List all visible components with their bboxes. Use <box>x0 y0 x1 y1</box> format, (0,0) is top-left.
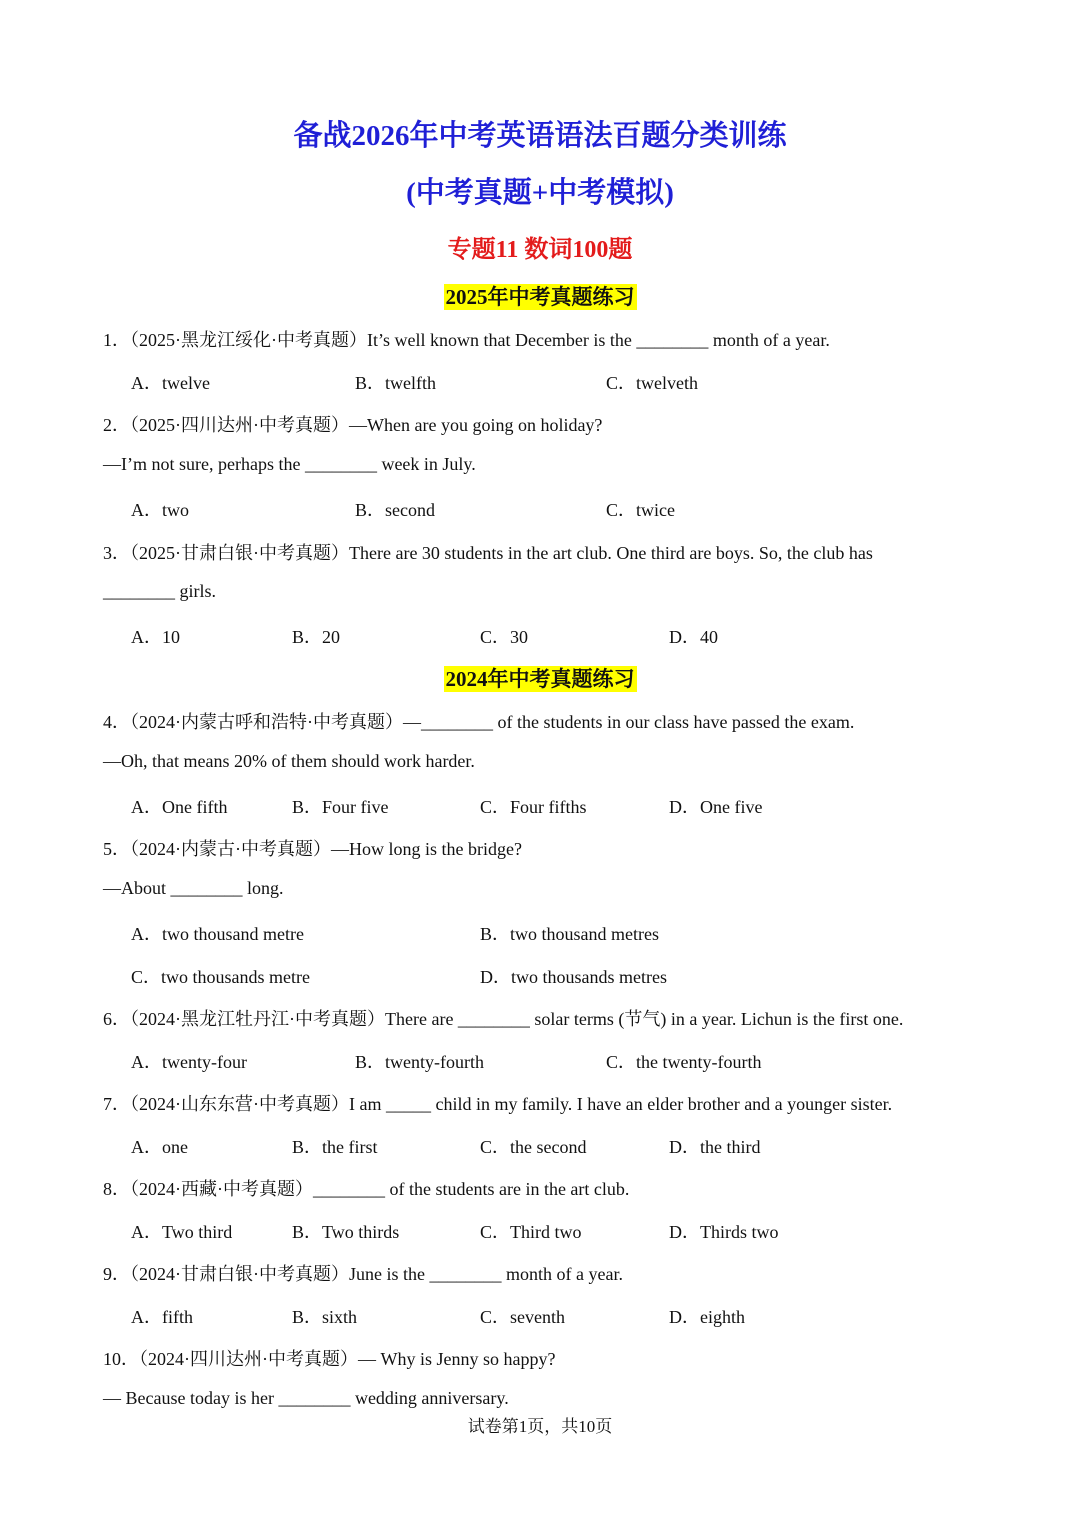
question-10-stem-line2: — Because today is her ________ wedding anniversary. <box>103 1388 509 1408</box>
page-title: 备战2026年中考英语语法百题分类训练 <box>293 120 787 152</box>
question-9-stem: 9．（2024·甘肃白银·中考真题）June is the ________ month of a year. <box>103 1264 623 1284</box>
q4-option-d: D．One five <box>669 797 763 817</box>
q2-option-a: A．two <box>131 500 189 520</box>
q6-option-c: C．the twenty-fourth <box>606 1052 762 1072</box>
question-1-stem: 1．（2025·黑龙江绥化·中考真题）It’s well known that December is the ________ month of a year. <box>103 330 830 350</box>
q1-option-a: A．twelve <box>131 373 210 393</box>
q5-option-c: C．two thousands metre <box>131 967 310 987</box>
q8-option-a: A．Two third <box>131 1222 233 1242</box>
section-label: 2024年中考真题练习 <box>445 667 635 691</box>
q5-option-b: B．two thousand metres <box>480 924 659 944</box>
question-5-stem: 5．（2024·内蒙古·中考真题）—How long is the bridge? <box>103 839 522 859</box>
section-heading-2025 <box>0 281 1080 311</box>
q3-option-b: B．20 <box>292 627 341 647</box>
q3-option-c: C．30 <box>480 627 529 647</box>
question-3-stem-line2: ________ girls. <box>103 581 217 601</box>
q9-option-a: A．fifth <box>131 1307 193 1327</box>
q8-option-b: B．Two thirds <box>292 1222 400 1242</box>
q7-option-b: B．the first <box>292 1137 378 1157</box>
q5-option-d: D．two thousands metres <box>480 967 667 987</box>
section-heading-2024 <box>0 663 1080 693</box>
q9-option-b: B．sixth <box>292 1307 358 1327</box>
q2-option-b: B．second <box>355 500 435 520</box>
question-2-stem: 2．（2025·四川达州·中考真题）—When are you going on holiday? <box>103 415 603 435</box>
q8-option-c: C．Third two <box>480 1222 582 1242</box>
question-8-stem: 8．（2024·西藏·中考真题）________ of the students are in the art club. <box>103 1179 630 1199</box>
page-subtitle: (中考真题+中考模拟) <box>406 177 674 209</box>
question-7-stem: 7．（2024·山东东营·中考真题）I am _____ child in my family. I have an elder brother and a younger sister. <box>103 1094 893 1114</box>
q7-option-c: C．the second <box>480 1137 587 1157</box>
topic-heading: 专题11 数词100题 <box>447 237 633 263</box>
question-10-stem: 10．（2024·四川达州·中考真题）— Why is Jenny so happy? <box>103 1349 556 1369</box>
q1-option-c: C．twelveth <box>606 373 698 393</box>
q6-option-a: A．twenty-four <box>131 1052 247 1072</box>
q9-option-c: C．seventh <box>480 1307 565 1327</box>
q7-option-a: A．one <box>131 1137 188 1157</box>
question-4-stem-line2: —Oh, that means 20% of them should work harder. <box>103 751 475 771</box>
q4-option-c: C．Four fifths <box>480 797 587 817</box>
question-6-stem: 6．（2024·黑龙江牡丹江·中考真题）There are ________ solar terms (节气) in a year. Lichun is the first one. <box>103 1009 904 1029</box>
question-2-stem-line2: —I’m not sure, perhaps the ________ week in July. <box>103 454 476 474</box>
question-4-stem: 4．（2024·内蒙古呼和浩特·中考真题）—________ of the students in our class have passed the exam. <box>103 712 855 732</box>
q1-option-b: B．twelfth <box>355 373 436 393</box>
q3-option-a: A．10 <box>131 627 180 647</box>
page-footer: 试卷第1页，共10页 <box>467 1417 613 1436</box>
q2-option-c: C．twice <box>606 500 675 520</box>
question-5-stem-line2: —About ________ long. <box>103 878 284 898</box>
q5-option-a: A．two thousand metre <box>131 924 304 944</box>
q7-option-d: D．the third <box>669 1137 761 1157</box>
section-label: 2025年中考真题练习 <box>445 285 635 309</box>
q9-option-d: D．eighth <box>669 1307 745 1327</box>
question-3-stem: 3．（2025·甘肃白银·中考真题）There are 30 students in the art club. One third are boys. So, the club has <box>103 543 873 563</box>
q6-option-b: B．twenty-fourth <box>355 1052 484 1072</box>
q3-option-d: D．40 <box>669 627 718 647</box>
q4-option-a: A．One fifth <box>131 797 228 817</box>
q8-option-d: D．Thirds two <box>669 1222 779 1242</box>
q4-option-b: B．Four five <box>292 797 389 817</box>
